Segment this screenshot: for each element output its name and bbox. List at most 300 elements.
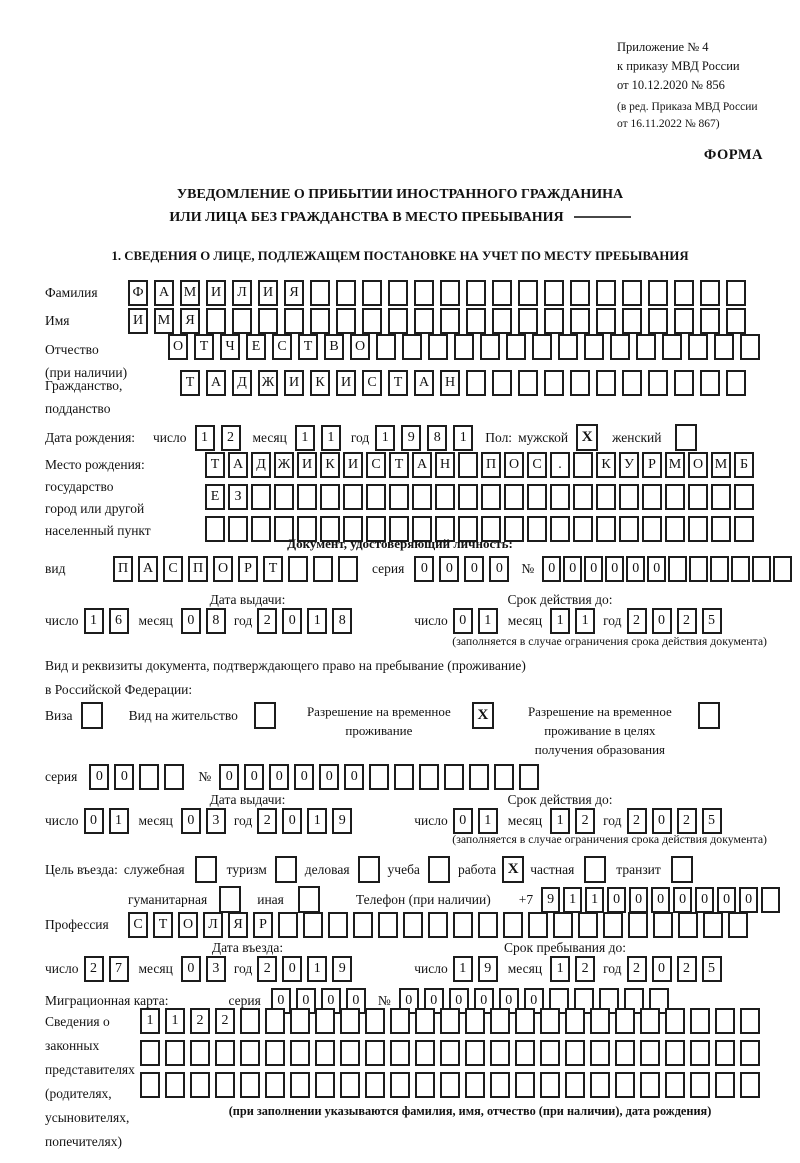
char-cell[interactable]: 0 bbox=[449, 988, 469, 1014]
char-cell[interactable]: М bbox=[180, 280, 200, 306]
char-cell[interactable] bbox=[558, 334, 578, 360]
char-cell[interactable] bbox=[440, 1040, 460, 1066]
residence-permit-checkbox[interactable] bbox=[254, 702, 276, 729]
char-cell[interactable] bbox=[740, 1008, 760, 1034]
char-cell[interactable]: 8 bbox=[427, 425, 447, 451]
char-cell[interactable] bbox=[573, 452, 593, 478]
char-cell[interactable] bbox=[740, 1040, 760, 1066]
char-cell[interactable] bbox=[665, 1072, 685, 1098]
char-cell[interactable] bbox=[310, 280, 330, 306]
char-cell[interactable] bbox=[290, 1040, 310, 1066]
char-cell[interactable] bbox=[553, 912, 573, 938]
char-cell[interactable] bbox=[240, 1040, 260, 1066]
char-cell[interactable] bbox=[165, 1040, 185, 1066]
char-cell[interactable]: 0 bbox=[605, 556, 624, 582]
char-cell[interactable] bbox=[403, 912, 423, 938]
char-cell[interactable] bbox=[215, 1072, 235, 1098]
sex-female-checkbox[interactable] bbox=[675, 424, 697, 451]
char-cell[interactable] bbox=[527, 484, 547, 510]
purpose-private-checkbox[interactable] bbox=[584, 856, 606, 883]
char-cell[interactable]: П bbox=[481, 452, 501, 478]
char-cell[interactable] bbox=[340, 1008, 360, 1034]
char-cell[interactable]: Ж bbox=[274, 452, 294, 478]
char-cell[interactable]: А bbox=[138, 556, 158, 582]
char-cell[interactable]: 1 bbox=[575, 608, 595, 634]
char-cell[interactable]: 5 bbox=[702, 956, 722, 982]
purpose-other-checkbox[interactable] bbox=[298, 886, 320, 913]
char-cell[interactable]: С bbox=[163, 556, 183, 582]
char-cell[interactable] bbox=[303, 912, 323, 938]
char-cell[interactable] bbox=[376, 334, 396, 360]
char-cell[interactable] bbox=[711, 484, 731, 510]
char-cell[interactable] bbox=[338, 556, 358, 582]
char-cell[interactable] bbox=[570, 280, 590, 306]
char-cell[interactable] bbox=[469, 764, 489, 790]
char-cell[interactable]: 2 bbox=[257, 956, 277, 982]
char-cell[interactable] bbox=[365, 1008, 385, 1034]
char-cell[interactable] bbox=[454, 334, 474, 360]
char-cell[interactable]: Р bbox=[253, 912, 273, 938]
char-cell[interactable] bbox=[648, 280, 668, 306]
char-cell[interactable] bbox=[206, 308, 226, 334]
char-cell[interactable]: 0 bbox=[424, 988, 444, 1014]
char-cell[interactable]: 1 bbox=[195, 425, 215, 451]
char-cell[interactable]: 1 bbox=[585, 887, 604, 913]
char-cell[interactable]: 0 bbox=[542, 556, 561, 582]
char-cell[interactable] bbox=[648, 370, 668, 396]
char-cell[interactable] bbox=[504, 484, 524, 510]
char-cell[interactable] bbox=[688, 334, 708, 360]
char-cell[interactable] bbox=[674, 370, 694, 396]
char-cell[interactable] bbox=[544, 308, 564, 334]
char-cell[interactable]: А bbox=[206, 370, 226, 396]
char-cell[interactable] bbox=[480, 334, 500, 360]
char-cell[interactable] bbox=[265, 1008, 285, 1034]
char-cell[interactable]: 0 bbox=[453, 608, 473, 634]
char-cell[interactable]: О bbox=[213, 556, 233, 582]
char-cell[interactable]: К bbox=[596, 452, 616, 478]
char-cell[interactable] bbox=[440, 280, 460, 306]
char-cell[interactable]: Д bbox=[251, 452, 271, 478]
char-cell[interactable]: 2 bbox=[221, 425, 241, 451]
char-cell[interactable]: 0 bbox=[464, 556, 484, 582]
purpose-tourism-checkbox[interactable] bbox=[275, 856, 297, 883]
char-cell[interactable]: 9 bbox=[332, 808, 352, 834]
char-cell[interactable] bbox=[665, 484, 685, 510]
char-cell[interactable]: В bbox=[324, 334, 344, 360]
char-cell[interactable]: 1 bbox=[453, 425, 473, 451]
purpose-official-checkbox[interactable] bbox=[195, 856, 217, 883]
char-cell[interactable] bbox=[674, 280, 694, 306]
char-cell[interactable]: Я bbox=[180, 308, 200, 334]
char-cell[interactable]: 0 bbox=[626, 556, 645, 582]
char-cell[interactable] bbox=[366, 484, 386, 510]
char-cell[interactable]: М bbox=[154, 308, 174, 334]
char-cell[interactable]: Д bbox=[232, 370, 252, 396]
char-cell[interactable]: С bbox=[272, 334, 292, 360]
char-cell[interactable] bbox=[232, 308, 252, 334]
char-cell[interactable] bbox=[315, 1040, 335, 1066]
char-cell[interactable] bbox=[506, 334, 526, 360]
char-cell[interactable]: 0 bbox=[652, 956, 672, 982]
char-cell[interactable] bbox=[340, 1072, 360, 1098]
char-cell[interactable] bbox=[265, 1040, 285, 1066]
char-cell[interactable] bbox=[740, 334, 760, 360]
char-cell[interactable]: А bbox=[412, 452, 432, 478]
char-cell[interactable] bbox=[428, 334, 448, 360]
char-cell[interactable]: 1 bbox=[140, 1008, 160, 1034]
char-cell[interactable] bbox=[415, 1040, 435, 1066]
char-cell[interactable] bbox=[590, 1072, 610, 1098]
temp-residence-edu-checkbox[interactable] bbox=[698, 702, 720, 729]
char-cell[interactable]: 0 bbox=[181, 956, 201, 982]
char-cell[interactable] bbox=[703, 912, 723, 938]
char-cell[interactable]: 3 bbox=[206, 808, 226, 834]
char-cell[interactable]: 0 bbox=[652, 608, 672, 634]
char-cell[interactable]: Т bbox=[263, 556, 283, 582]
char-cell[interactable] bbox=[297, 484, 317, 510]
char-cell[interactable]: 0 bbox=[607, 887, 626, 913]
char-cell[interactable]: Н bbox=[435, 452, 455, 478]
char-cell[interactable] bbox=[619, 484, 639, 510]
char-cell[interactable]: 1 bbox=[453, 956, 473, 982]
char-cell[interactable] bbox=[715, 1040, 735, 1066]
char-cell[interactable]: 0 bbox=[414, 556, 434, 582]
char-cell[interactable]: Ж bbox=[258, 370, 278, 396]
char-cell[interactable] bbox=[544, 370, 564, 396]
char-cell[interactable]: 2 bbox=[627, 808, 647, 834]
char-cell[interactable]: 1 bbox=[165, 1008, 185, 1034]
char-cell[interactable] bbox=[402, 334, 422, 360]
char-cell[interactable]: 0 bbox=[499, 988, 519, 1014]
char-cell[interactable]: 2 bbox=[84, 956, 104, 982]
char-cell[interactable] bbox=[478, 912, 498, 938]
char-cell[interactable]: О bbox=[178, 912, 198, 938]
char-cell[interactable] bbox=[752, 556, 771, 582]
char-cell[interactable] bbox=[662, 334, 682, 360]
char-cell[interactable] bbox=[540, 1008, 560, 1034]
purpose-business-checkbox[interactable] bbox=[358, 856, 380, 883]
char-cell[interactable]: Е bbox=[246, 334, 266, 360]
char-cell[interactable]: 1 bbox=[321, 425, 341, 451]
char-cell[interactable] bbox=[481, 484, 501, 510]
char-cell[interactable] bbox=[290, 1072, 310, 1098]
char-cell[interactable]: 2 bbox=[627, 608, 647, 634]
char-cell[interactable] bbox=[570, 308, 590, 334]
char-cell[interactable]: О bbox=[504, 452, 524, 478]
purpose-study-checkbox[interactable] bbox=[428, 856, 450, 883]
char-cell[interactable]: 2 bbox=[257, 608, 277, 634]
char-cell[interactable]: 1 bbox=[550, 608, 570, 634]
char-cell[interactable] bbox=[726, 308, 746, 334]
char-cell[interactable]: 7 bbox=[109, 956, 129, 982]
char-cell[interactable] bbox=[315, 1008, 335, 1034]
char-cell[interactable] bbox=[603, 912, 623, 938]
char-cell[interactable] bbox=[700, 308, 720, 334]
char-cell[interactable] bbox=[515, 1040, 535, 1066]
char-cell[interactable]: Т bbox=[389, 452, 409, 478]
char-cell[interactable] bbox=[622, 280, 642, 306]
char-cell[interactable] bbox=[340, 1040, 360, 1066]
char-cell[interactable] bbox=[492, 280, 512, 306]
char-cell[interactable]: 0 bbox=[695, 887, 714, 913]
char-cell[interactable]: 1 bbox=[375, 425, 395, 451]
char-cell[interactable]: 2 bbox=[575, 808, 595, 834]
char-cell[interactable] bbox=[622, 370, 642, 396]
char-cell[interactable]: 0 bbox=[181, 808, 201, 834]
char-cell[interactable]: 0 bbox=[84, 808, 104, 834]
char-cell[interactable] bbox=[740, 1072, 760, 1098]
char-cell[interactable]: И bbox=[336, 370, 356, 396]
char-cell[interactable]: 2 bbox=[257, 808, 277, 834]
char-cell[interactable] bbox=[365, 1040, 385, 1066]
char-cell[interactable]: 2 bbox=[677, 808, 697, 834]
char-cell[interactable] bbox=[139, 764, 159, 790]
char-cell[interactable]: 0 bbox=[652, 808, 672, 834]
char-cell[interactable]: 1 bbox=[550, 956, 570, 982]
char-cell[interactable] bbox=[550, 484, 570, 510]
char-cell[interactable]: 2 bbox=[575, 956, 595, 982]
char-cell[interactable]: 0 bbox=[269, 764, 289, 790]
char-cell[interactable] bbox=[140, 1072, 160, 1098]
char-cell[interactable] bbox=[465, 1072, 485, 1098]
char-cell[interactable]: Л bbox=[203, 912, 223, 938]
char-cell[interactable]: 1 bbox=[307, 608, 327, 634]
char-cell[interactable] bbox=[573, 484, 593, 510]
char-cell[interactable] bbox=[328, 912, 348, 938]
char-cell[interactable] bbox=[490, 1008, 510, 1034]
char-cell[interactable]: 0 bbox=[673, 887, 692, 913]
char-cell[interactable] bbox=[274, 484, 294, 510]
char-cell[interactable] bbox=[240, 1008, 260, 1034]
char-cell[interactable] bbox=[466, 370, 486, 396]
char-cell[interactable] bbox=[515, 1072, 535, 1098]
char-cell[interactable]: 0 bbox=[271, 988, 291, 1014]
char-cell[interactable] bbox=[731, 556, 750, 582]
char-cell[interactable] bbox=[466, 280, 486, 306]
char-cell[interactable] bbox=[728, 912, 748, 938]
char-cell[interactable]: 1 bbox=[307, 956, 327, 982]
char-cell[interactable] bbox=[674, 308, 694, 334]
char-cell[interactable] bbox=[636, 334, 656, 360]
char-cell[interactable] bbox=[540, 1040, 560, 1066]
char-cell[interactable] bbox=[715, 1072, 735, 1098]
char-cell[interactable] bbox=[726, 280, 746, 306]
char-cell[interactable]: П bbox=[188, 556, 208, 582]
char-cell[interactable]: С bbox=[362, 370, 382, 396]
char-cell[interactable]: 0 bbox=[489, 556, 509, 582]
char-cell[interactable] bbox=[466, 308, 486, 334]
char-cell[interactable] bbox=[515, 1008, 535, 1034]
char-cell[interactable] bbox=[734, 484, 754, 510]
char-cell[interactable]: 1 bbox=[550, 808, 570, 834]
char-cell[interactable] bbox=[700, 280, 720, 306]
char-cell[interactable]: 0 bbox=[282, 808, 302, 834]
char-cell[interactable] bbox=[615, 1072, 635, 1098]
char-cell[interactable] bbox=[615, 1040, 635, 1066]
purpose-transit-checkbox[interactable] bbox=[671, 856, 693, 883]
char-cell[interactable] bbox=[665, 1040, 685, 1066]
char-cell[interactable] bbox=[596, 280, 616, 306]
char-cell[interactable]: Е bbox=[205, 484, 225, 510]
char-cell[interactable]: Л bbox=[232, 280, 252, 306]
char-cell[interactable]: 0 bbox=[439, 556, 459, 582]
char-cell[interactable] bbox=[388, 308, 408, 334]
char-cell[interactable] bbox=[284, 308, 304, 334]
char-cell[interactable] bbox=[590, 1040, 610, 1066]
char-cell[interactable] bbox=[565, 1008, 585, 1034]
char-cell[interactable]: И bbox=[343, 452, 363, 478]
char-cell[interactable] bbox=[596, 484, 616, 510]
char-cell[interactable] bbox=[390, 1008, 410, 1034]
char-cell[interactable] bbox=[761, 887, 780, 913]
char-cell[interactable] bbox=[490, 1072, 510, 1098]
char-cell[interactable] bbox=[415, 1072, 435, 1098]
char-cell[interactable]: 0 bbox=[453, 808, 473, 834]
char-cell[interactable] bbox=[578, 912, 598, 938]
char-cell[interactable]: 0 bbox=[739, 887, 758, 913]
visa-checkbox[interactable] bbox=[81, 702, 103, 729]
char-cell[interactable] bbox=[465, 1008, 485, 1034]
char-cell[interactable] bbox=[415, 1008, 435, 1034]
char-cell[interactable] bbox=[710, 556, 729, 582]
char-cell[interactable]: И bbox=[258, 280, 278, 306]
char-cell[interactable]: 0 bbox=[524, 988, 544, 1014]
sex-male-checkbox[interactable]: X bbox=[576, 424, 598, 451]
char-cell[interactable]: 9 bbox=[332, 956, 352, 982]
char-cell[interactable]: 0 bbox=[296, 988, 316, 1014]
char-cell[interactable] bbox=[453, 912, 473, 938]
char-cell[interactable] bbox=[465, 1040, 485, 1066]
char-cell[interactable]: К bbox=[310, 370, 330, 396]
char-cell[interactable] bbox=[590, 1008, 610, 1034]
char-cell[interactable]: 0 bbox=[717, 887, 736, 913]
char-cell[interactable]: Т bbox=[180, 370, 200, 396]
char-cell[interactable]: 2 bbox=[190, 1008, 210, 1034]
char-cell[interactable]: 9 bbox=[478, 956, 498, 982]
char-cell[interactable] bbox=[313, 556, 333, 582]
char-cell[interactable]: А bbox=[154, 280, 174, 306]
char-cell[interactable]: Я bbox=[228, 912, 248, 938]
char-cell[interactable] bbox=[315, 1072, 335, 1098]
char-cell[interactable] bbox=[458, 452, 478, 478]
char-cell[interactable] bbox=[584, 334, 604, 360]
char-cell[interactable]: Н bbox=[440, 370, 460, 396]
char-cell[interactable]: 2 bbox=[677, 956, 697, 982]
char-cell[interactable] bbox=[648, 308, 668, 334]
char-cell[interactable]: 3 bbox=[206, 956, 226, 982]
char-cell[interactable] bbox=[265, 1072, 285, 1098]
char-cell[interactable] bbox=[640, 1008, 660, 1034]
char-cell[interactable]: 6 bbox=[109, 608, 129, 634]
char-cell[interactable]: Т bbox=[153, 912, 173, 938]
char-cell[interactable]: Т bbox=[194, 334, 214, 360]
char-cell[interactable] bbox=[320, 484, 340, 510]
char-cell[interactable] bbox=[490, 1040, 510, 1066]
temp-residence-checkbox[interactable]: X bbox=[472, 702, 494, 729]
char-cell[interactable] bbox=[492, 370, 512, 396]
char-cell[interactable]: 0 bbox=[319, 764, 339, 790]
char-cell[interactable] bbox=[714, 334, 734, 360]
char-cell[interactable] bbox=[565, 1040, 585, 1066]
char-cell[interactable] bbox=[518, 280, 538, 306]
char-cell[interactable] bbox=[412, 484, 432, 510]
char-cell[interactable]: 1 bbox=[109, 808, 129, 834]
char-cell[interactable] bbox=[215, 1040, 235, 1066]
char-cell[interactable]: С bbox=[128, 912, 148, 938]
char-cell[interactable]: А bbox=[228, 452, 248, 478]
char-cell[interactable] bbox=[414, 280, 434, 306]
char-cell[interactable] bbox=[773, 556, 792, 582]
char-cell[interactable]: К bbox=[320, 452, 340, 478]
char-cell[interactable] bbox=[565, 1072, 585, 1098]
char-cell[interactable] bbox=[290, 1008, 310, 1034]
char-cell[interactable]: Б bbox=[734, 452, 754, 478]
char-cell[interactable] bbox=[518, 308, 538, 334]
char-cell[interactable] bbox=[492, 308, 512, 334]
char-cell[interactable] bbox=[378, 912, 398, 938]
char-cell[interactable]: Т bbox=[298, 334, 318, 360]
char-cell[interactable]: Р bbox=[238, 556, 258, 582]
char-cell[interactable] bbox=[528, 912, 548, 938]
char-cell[interactable] bbox=[596, 308, 616, 334]
char-cell[interactable]: 9 bbox=[541, 887, 560, 913]
char-cell[interactable]: 5 bbox=[702, 608, 722, 634]
char-cell[interactable] bbox=[665, 1008, 685, 1034]
char-cell[interactable] bbox=[688, 484, 708, 510]
char-cell[interactable]: М bbox=[665, 452, 685, 478]
char-cell[interactable] bbox=[419, 764, 439, 790]
char-cell[interactable]: Р bbox=[642, 452, 662, 478]
char-cell[interactable]: 2 bbox=[215, 1008, 235, 1034]
char-cell[interactable] bbox=[503, 912, 523, 938]
char-cell[interactable]: 0 bbox=[629, 887, 648, 913]
char-cell[interactable] bbox=[440, 308, 460, 334]
char-cell[interactable]: 1 bbox=[84, 608, 104, 634]
char-cell[interactable]: 0 bbox=[651, 887, 670, 913]
char-cell[interactable]: Я bbox=[284, 280, 304, 306]
char-cell[interactable]: А bbox=[414, 370, 434, 396]
char-cell[interactable] bbox=[532, 334, 552, 360]
char-cell[interactable]: И bbox=[128, 308, 148, 334]
char-cell[interactable]: 8 bbox=[206, 608, 226, 634]
char-cell[interactable]: И bbox=[284, 370, 304, 396]
char-cell[interactable]: 0 bbox=[282, 956, 302, 982]
char-cell[interactable] bbox=[390, 1072, 410, 1098]
char-cell[interactable] bbox=[278, 912, 298, 938]
char-cell[interactable] bbox=[615, 1008, 635, 1034]
char-cell[interactable] bbox=[343, 484, 363, 510]
purpose-humanitarian-checkbox[interactable] bbox=[219, 886, 241, 913]
char-cell[interactable]: 2 bbox=[627, 956, 647, 982]
char-cell[interactable] bbox=[440, 1008, 460, 1034]
char-cell[interactable]: Ч bbox=[220, 334, 240, 360]
char-cell[interactable]: 9 bbox=[401, 425, 421, 451]
char-cell[interactable] bbox=[369, 764, 389, 790]
char-cell[interactable] bbox=[596, 370, 616, 396]
char-cell[interactable] bbox=[668, 556, 687, 582]
char-cell[interactable] bbox=[394, 764, 414, 790]
char-cell[interactable] bbox=[140, 1040, 160, 1066]
char-cell[interactable]: О bbox=[168, 334, 188, 360]
char-cell[interactable] bbox=[353, 912, 373, 938]
char-cell[interactable] bbox=[519, 764, 539, 790]
char-cell[interactable] bbox=[365, 1072, 385, 1098]
char-cell[interactable] bbox=[190, 1072, 210, 1098]
char-cell[interactable] bbox=[190, 1040, 210, 1066]
char-cell[interactable] bbox=[540, 1072, 560, 1098]
char-cell[interactable] bbox=[414, 308, 434, 334]
